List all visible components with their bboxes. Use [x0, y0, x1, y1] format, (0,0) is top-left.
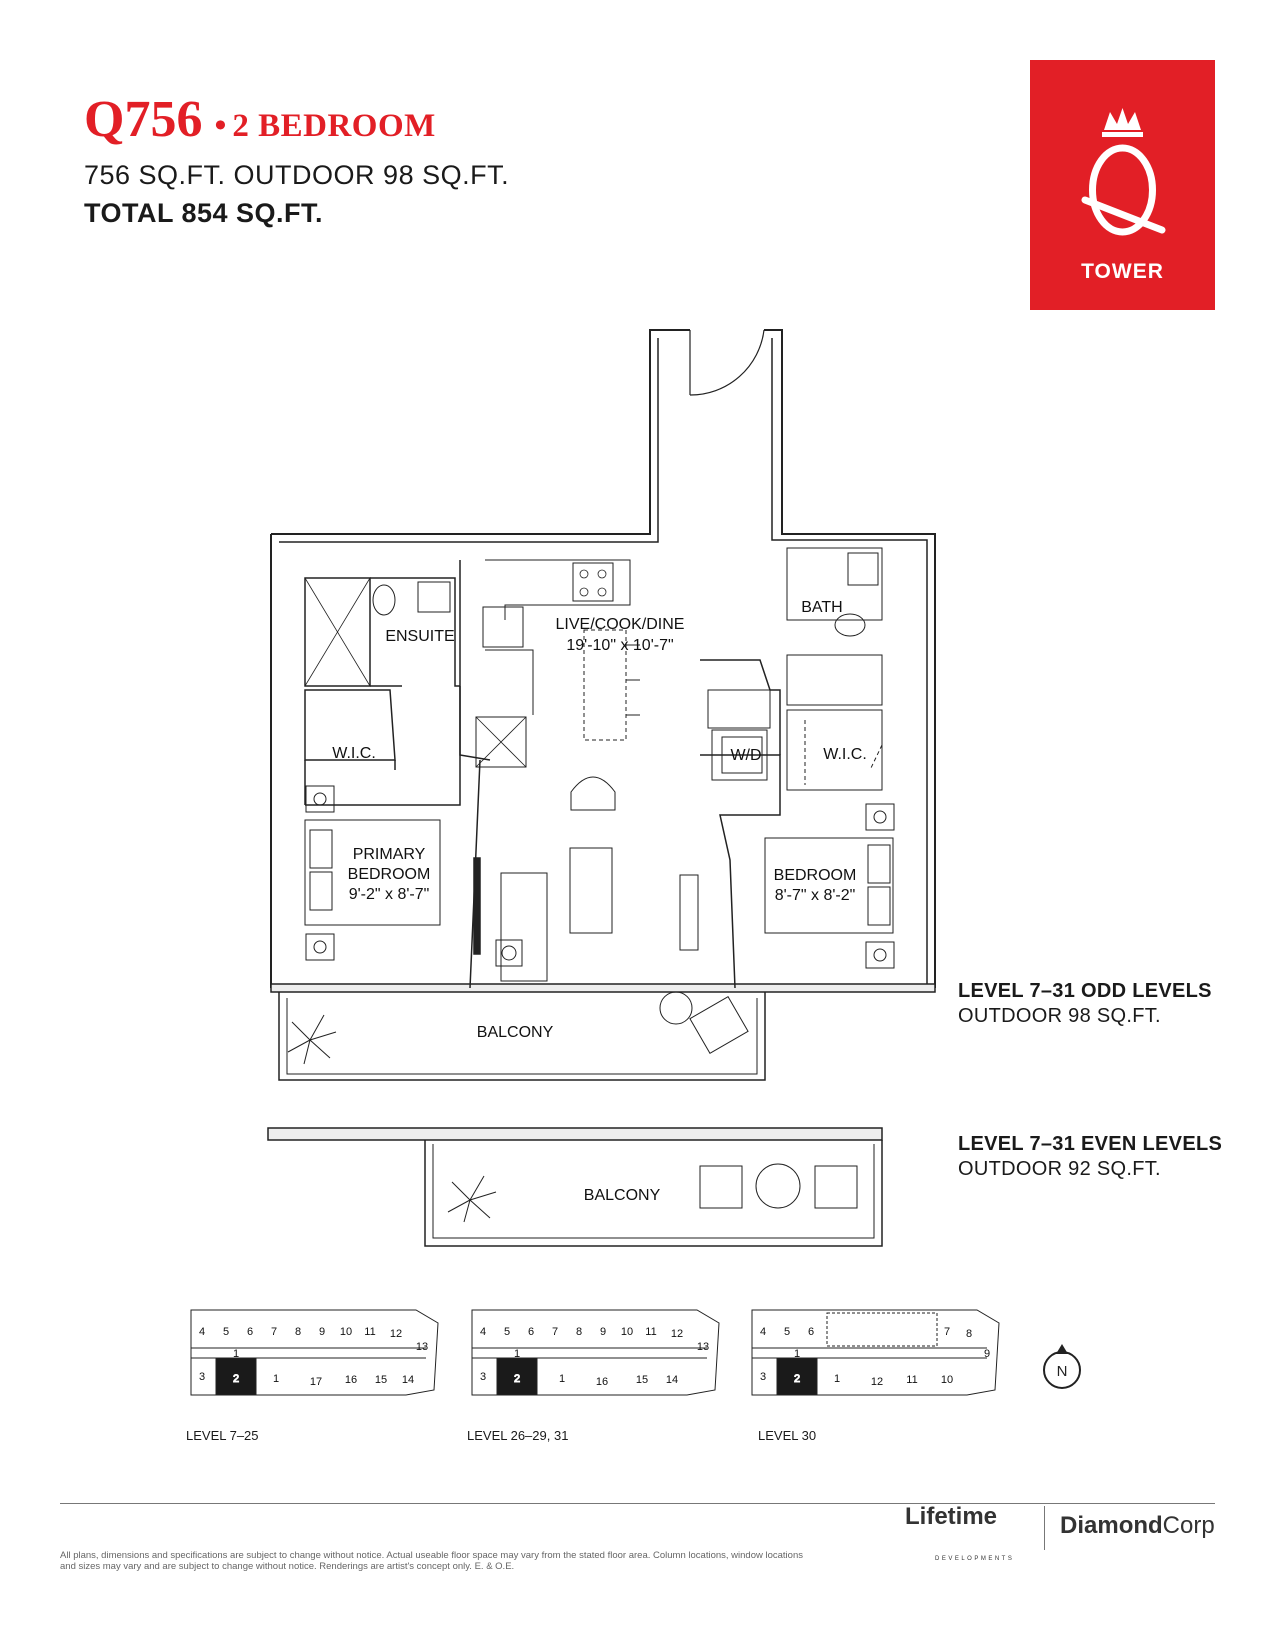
diamondcorp-logo	[1060, 1512, 1215, 1540]
svg-text:8: 8	[294, 1326, 302, 1338]
svg-text:17: 17	[309, 1376, 323, 1388]
svg-text:3: 3	[479, 1371, 487, 1383]
sqft-line: 756 SQ.FT. OUTDOOR 98 SQ.FT.	[84, 160, 510, 190]
svg-text:14: 14	[665, 1374, 679, 1386]
keyplan-level-26-31	[467, 1305, 727, 1410]
svg-text:1: 1	[513, 1348, 521, 1360]
even-levels-title: LEVEL 7–31 EVEN LEVELS	[958, 1133, 1223, 1155]
svg-text:9: 9	[599, 1326, 607, 1338]
diamond-wordmark: Diamond	[1060, 1512, 1163, 1539]
label-primary-1: PRIMARY	[352, 846, 426, 863]
label-living-dims: 19'-10" x 10'-7"	[566, 637, 674, 654]
label-balcony-odd: BALCONY	[476, 1024, 554, 1041]
svg-text:10: 10	[339, 1326, 353, 1338]
svg-text:2: 2	[793, 1373, 801, 1385]
label-living: LIVE/COOK/DINE	[555, 616, 685, 633]
north-compass-icon	[1040, 1340, 1084, 1392]
lifetime-sub: DEVELOPMENTS	[935, 1556, 1015, 1562]
keyplan-label-3: LEVEL 30	[758, 1428, 817, 1443]
svg-text:1: 1	[272, 1373, 280, 1385]
svg-text:5: 5	[783, 1326, 791, 1338]
keyplan-label-1: LEVEL 7–25	[186, 1428, 259, 1443]
footer-rule	[60, 1503, 1215, 1504]
svg-text:2: 2	[513, 1373, 521, 1385]
svg-text:3: 3	[759, 1371, 767, 1383]
odd-levels-title: LEVEL 7–31 ODD LEVELS	[958, 980, 1212, 1002]
svg-text:12: 12	[389, 1328, 403, 1340]
svg-text:8: 8	[965, 1328, 973, 1340]
svg-text:4: 4	[479, 1326, 487, 1338]
svg-text:10: 10	[940, 1374, 954, 1386]
svg-text:11: 11	[906, 1374, 918, 1386]
svg-text:7: 7	[270, 1326, 278, 1338]
svg-text:3: 3	[198, 1371, 206, 1383]
title-separator: •	[214, 107, 227, 144]
lifetime-wordmark: Lifetime	[905, 1503, 998, 1530]
label-balcony-even: BALCONY	[583, 1187, 661, 1204]
compass-letter: N	[1056, 1363, 1068, 1380]
svg-text:6: 6	[246, 1326, 254, 1338]
lifetime-logo	[905, 1503, 997, 1531]
label-primary-dims: 9'-2" x 8'-7"	[348, 886, 430, 903]
svg-text:7: 7	[551, 1326, 559, 1338]
even-levels-outdoor: OUTDOOR 92 SQ.FT.	[958, 1158, 1161, 1180]
disclaimer: All plans, dimensions and specifications are subject to change without notice. Actual useable floor space may vary from the stated floor area. Column locations, window locations and sizes may vary and are subject to change without notice. Renderings are artist's concept only. E. & O.E.	[60, 1550, 803, 1572]
svg-text:4: 4	[198, 1326, 206, 1338]
label-primary-2: BEDROOM	[347, 866, 431, 883]
unit-type: 2 BEDROOM	[232, 108, 436, 144]
label-wic-bedroom: W.I.C.	[823, 746, 867, 763]
label-washer-dryer: W/D	[730, 747, 762, 764]
brand-divider	[1044, 1506, 1045, 1550]
svg-text:9: 9	[983, 1348, 991, 1360]
svg-text:1: 1	[793, 1348, 801, 1360]
odd-levels-outdoor: OUTDOOR 98 SQ.FT.	[958, 1005, 1161, 1027]
svg-text:14: 14	[401, 1374, 415, 1386]
label-bath: BATH	[801, 599, 843, 616]
label-wic-primary: W.I.C.	[332, 745, 376, 762]
svg-text:6: 6	[527, 1326, 535, 1338]
svg-text:10: 10	[620, 1326, 634, 1338]
svg-text:16: 16	[595, 1376, 609, 1388]
svg-text:6: 6	[807, 1326, 815, 1338]
svg-text:8: 8	[575, 1326, 583, 1338]
svg-text:1: 1	[558, 1373, 566, 1385]
corp-wordmark: Corp	[1162, 1512, 1215, 1539]
keyplan-level-7-25	[186, 1305, 446, 1410]
unit-number: Q756	[84, 91, 203, 148]
svg-text:1: 1	[833, 1373, 841, 1385]
svg-text:5: 5	[222, 1326, 230, 1338]
svg-text:11: 11	[645, 1326, 657, 1338]
label-bedroom-dims: 8'-7" x 8'-2"	[774, 887, 856, 904]
svg-text:13: 13	[415, 1341, 429, 1353]
svg-text:13: 13	[696, 1341, 710, 1353]
svg-text:12: 12	[870, 1376, 884, 1388]
svg-text:7: 7	[943, 1326, 951, 1338]
label-ensuite: ENSUITE	[385, 628, 455, 645]
label-bedroom: BEDROOM	[773, 867, 857, 884]
svg-text:12: 12	[670, 1328, 684, 1340]
svg-text:9: 9	[318, 1326, 326, 1338]
keyplan-level-30	[747, 1305, 1007, 1410]
svg-text:2: 2	[232, 1373, 240, 1385]
keyplan-label-2: LEVEL 26–29, 31	[467, 1428, 569, 1443]
svg-text:16: 16	[344, 1374, 358, 1386]
svg-text:15: 15	[374, 1374, 388, 1386]
svg-text:11: 11	[364, 1326, 376, 1338]
svg-text:15: 15	[635, 1374, 649, 1386]
svg-text:5: 5	[503, 1326, 511, 1338]
logo-text: TOWER	[1081, 260, 1164, 283]
total-sqft: TOTAL 854 SQ.FT.	[84, 198, 324, 228]
svg-text:4: 4	[759, 1326, 767, 1338]
svg-text:1: 1	[232, 1348, 240, 1360]
